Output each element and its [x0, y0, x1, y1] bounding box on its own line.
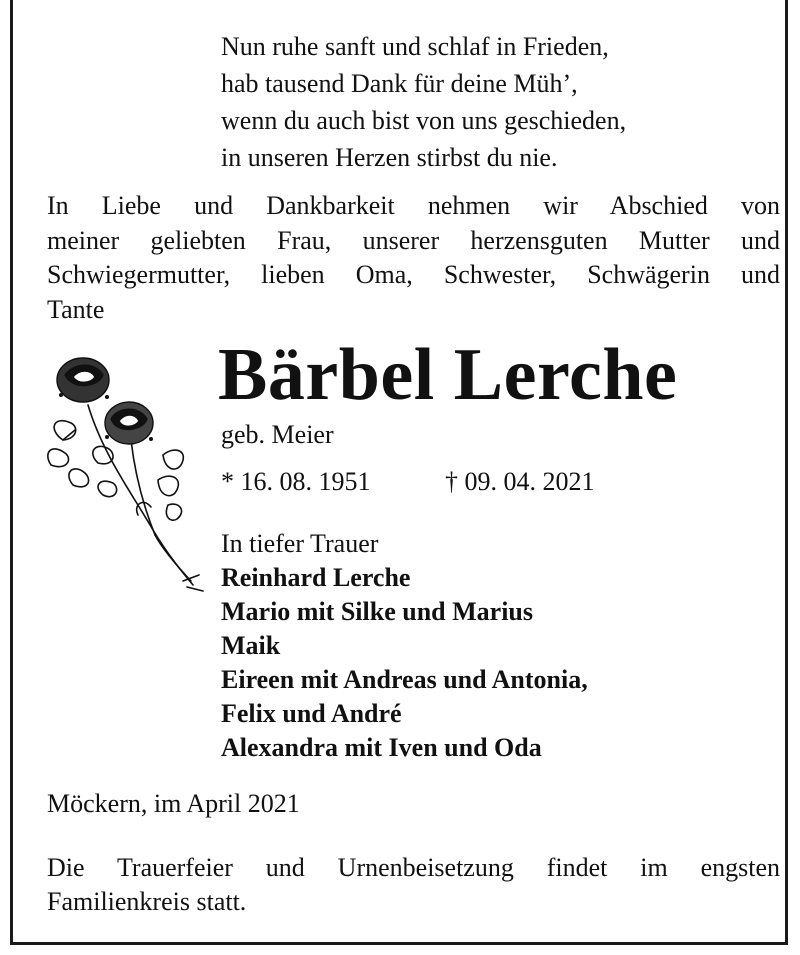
mourner-name: Eireen mit Andreas und Antonia, [221, 665, 588, 694]
closing-line: Die Trauerfeier und Urnenbeisetzung findet im engsten [47, 853, 780, 882]
mourner-name: Maik [221, 631, 281, 660]
closing-note [47, 851, 780, 919]
mourner-name: Felix und André [221, 699, 402, 728]
mourner-name: Mario mit Silke und Marius [221, 597, 534, 626]
intro-line: Tante [47, 294, 105, 324]
poem [221, 28, 626, 176]
birth-date: * 16. 08. 1951 [221, 467, 371, 496]
obituary-frame [10, 0, 788, 945]
life-dates [221, 466, 595, 498]
intro-line: Schwiegermutter, lieben Oma, Schwester, Schwägerin und [47, 260, 780, 289]
intro-line: In Liebe und Dankbarkeit nehmen wir Abschied von [47, 191, 780, 220]
place-date: Möckern, im April 2021 [47, 789, 300, 818]
mourners-heading: In tiefer Trauer [221, 529, 379, 558]
mourners-block [221, 527, 588, 765]
intro-text [47, 189, 780, 327]
poem-line: Nun ruhe sanft und schlaf in Frieden, [221, 32, 609, 61]
deceased-name: Bärbel Lerche [218, 334, 678, 416]
poem-line: in unseren Herzen stirbst du nie. [221, 143, 558, 172]
closing-line: Familienkreis statt. [47, 887, 247, 916]
mourner-name: Alexandra mit Iven und Oda [221, 733, 542, 762]
poem-line: hab tausend Dank für deine Müh’, [221, 69, 578, 98]
roses-icon [43, 345, 208, 595]
poem-line: wenn du auch bist von uns geschieden, [221, 106, 627, 135]
death-date: † 09. 04. 2021 [445, 467, 595, 496]
mourner-name: Reinhard Lerche [221, 563, 411, 592]
intro-line: meiner geliebten Frau, unserer herzensguten Mutter und [47, 225, 780, 255]
maiden-name: geb. Meier [221, 420, 334, 449]
